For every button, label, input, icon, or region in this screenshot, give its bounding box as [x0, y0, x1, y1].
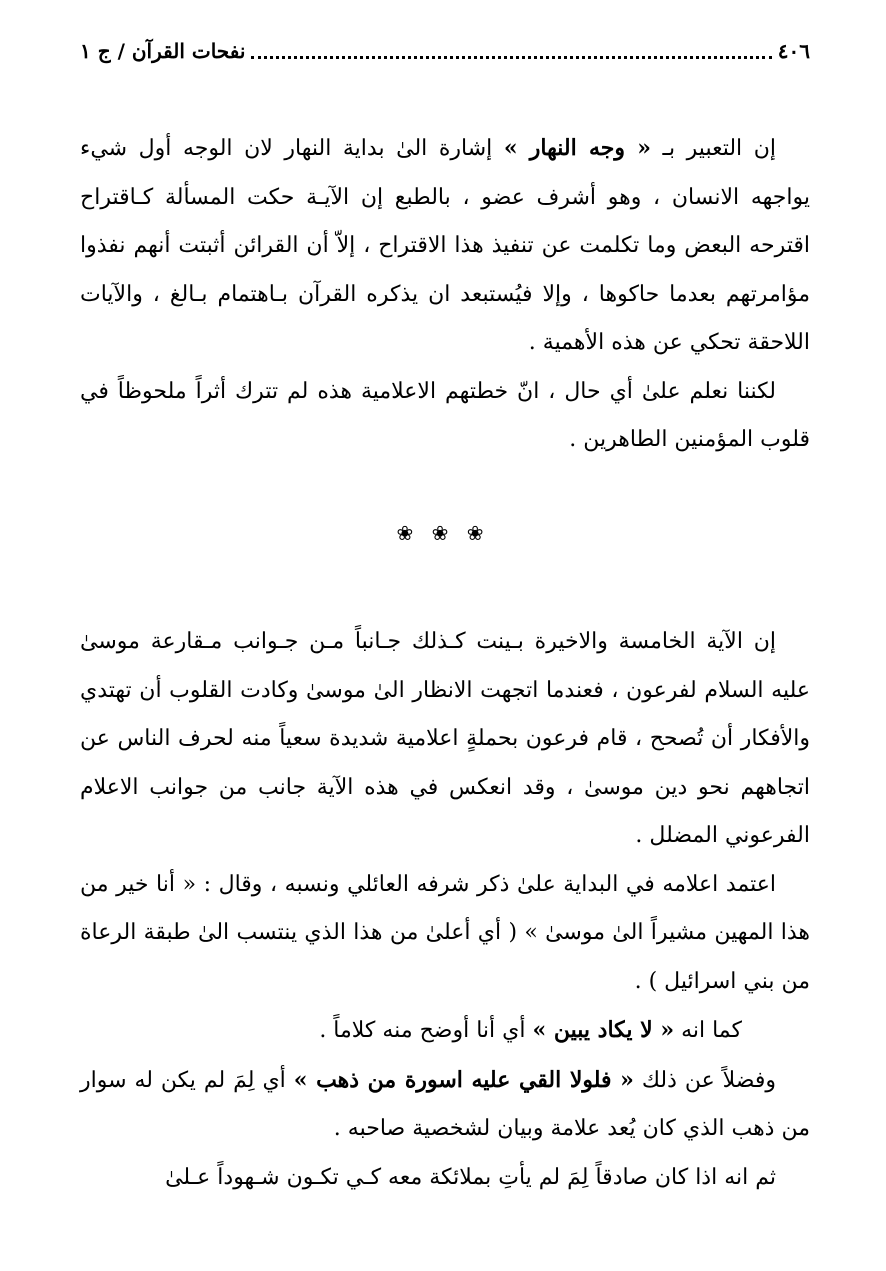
paragraph: اعتمد اعلامه في البداية علىٰ ذكر شرفه العائلي ونسبه ، وقال : « أنا خير من هذا المهين مشيراً الىٰ موسىٰ » ( أي أعلىٰ من هذا الذي ينتسب الىٰ طبقة الرعاة من بني اسرائيل ) . [80, 871, 810, 994]
quoted-phrase: « فلولا القي عليه اسورة من ذهب » [293, 1066, 634, 1093]
text-run: أي أنا أوضح منه كلاماً . [319, 1018, 533, 1043]
text-run: أي لِمَ لم يكن له سوار من ذهب الذي كان يُعد علامة وبيان لشخصية صاحبه . [80, 1067, 810, 1141]
text-run: إن التعبير بـ [650, 136, 776, 161]
section-separator: ❀ ❀ ❀ [396, 521, 490, 545]
paragraph: إن الآية الخامسة والاخيرة بـينت كـذلك جـانباً مـن جـوانب مـقارعة موسىٰ عليه السلام لفرعون ، فعندما اتجهت الانظار الىٰ موسىٰ وكادت القلوب أن تهتدي والأفكار أن تُصحح ، قام فرعون بحملةٍ اعلامية شديدة سعياً منه لحرف الناس عن اتجاههم نحو دين موسىٰ ، وقد انعكس في هذه الآية جانب من جوانب الاعلام الفرعوني المضلل . [80, 629, 810, 848]
text-run: إشارة الىٰ بداية النهار لان الوجه أول شيء يواجهه الانسان ، وهو أشرف عضو ، بالطبع إن الآيـة حكت المسألة كـاقتراح اقترحه البعض وما تكلمت عن تنفيذ هذا الاقتراح ، إلاّ أن القرائن أثبتت أنهم نفذوا مؤامرتهم بعدما حاكوها ، وإلا فيُستبعد ان يذكره القرآن بـاهتمام بـالغ ، والآيات اللاحقة تحكي عن هذه الأهمية . [80, 136, 810, 355]
quoted-phrase: « وجه النهار » [503, 135, 651, 161]
paragraph [80, 1006, 810, 1056]
page-number: ٤٠٦ [777, 39, 810, 63]
section-2-text [80, 618, 810, 1202]
text-run: وفضلاً عن ذلك [633, 1067, 776, 1093]
running-header [80, 34, 810, 68]
paragraph [80, 1056, 810, 1154]
paragraph: ثم انه اذا كان صادقاً لِمَ لم يأتِ بملائكة معه كـي تكـون شـهوداً عـلىٰ [165, 1164, 776, 1190]
paragraph: لكننا نعلم علىٰ أي حال ، انّ خطتهم الاعلامية هذه لم تترك أثراً ملحوظاً في قلوب المؤمنين الطاهرين . [80, 378, 810, 452]
paragraph [80, 124, 810, 368]
text-run: كما انه [674, 1018, 742, 1043]
book-title: نفحات القرآن / ج ١ [80, 39, 246, 63]
dotted-leader [251, 56, 771, 59]
quoted-phrase: « لا يكاد يبين » [532, 1017, 675, 1043]
section-1-text [80, 124, 810, 465]
